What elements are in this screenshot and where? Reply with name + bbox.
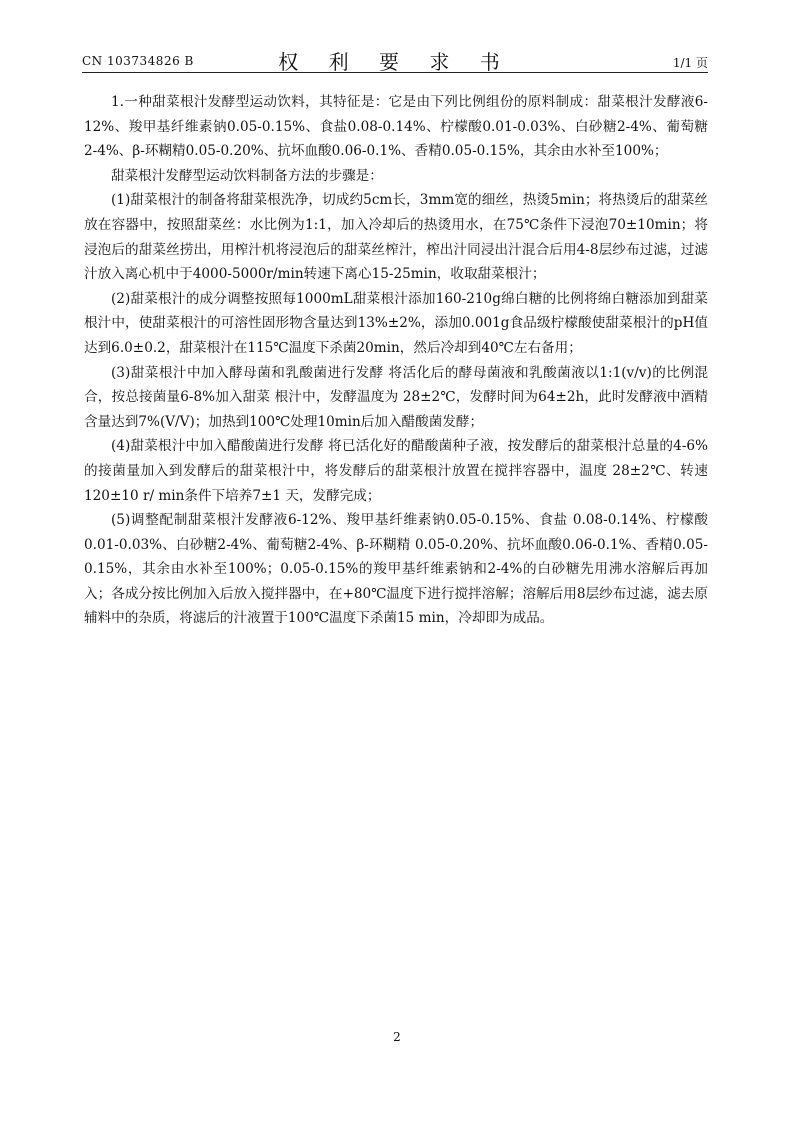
document-title: 权 利 要 求 书 <box>278 50 512 74</box>
header-divider <box>82 72 708 73</box>
claim-paragraph: 甜菜根汁发酵型运动饮料制备方法的步骤是： <box>111 167 383 184</box>
claim-paragraph: 1.一种甜菜根汁发酵型运动饮料，其特征是：它是由下列比例组份的原料制成：甜菜根汁发酵液6-12%、羧甲基纤维素钠0.05-0.15%、食盐0.08-0.14%、柠檬酸0.01-0.03%、白砂糖2-4%、葡萄糖2-4%、β-环糊精0.05-0.20%、抗坏血酸0.06-0.1%、香精0.05-0.15%，其余由水补至100%； <box>84 94 708 160</box>
page-count: 1/1 页 <box>672 56 708 70</box>
claim-paragraph: (1)甜菜根汁的制备将甜菜根洗净，切成约5cm长，3mm宽的细丝，热烫5min；将热烫后的甜菜丝放在容器中，按照甜菜丝：水比例为1:1，加入冷却后的热烫用水，在75℃条件下浸泡70±10min；将浸泡后的甜菜丝捞出，用榨汁机将浸泡后的甜菜丝榨汁，榨出汁同浸出汁混合后用4-8层纱布过滤，过滤汁放入离心机中于4000-5000r/min转速下离心15-25min，收取甜菜根汁； <box>84 192 708 283</box>
claims-body <box>84 90 708 631</box>
claim-paragraph: (4)甜菜根汁中加入醋酸菌进行发酵 将已活化好的醋酸菌种子液，按发酵后的甜菜根汁总量的4-6%的接菌量加入到发酵后的甜菜根汁中，将发酵后的甜菜根汁放置在搅拌容器中，温度 28±2℃、转速120±10 r/ min条件下培养7±1 天，发酵完成； <box>84 438 708 504</box>
patent-number: CN 103734826 B <box>82 54 194 68</box>
page-header <box>82 44 708 72</box>
claim-paragraph: (3)甜菜根汁中加入酵母菌和乳酸菌进行发酵 将活化后的酵母菌液和乳酸菌液以1:1(v/v)的比例混合，按总接菌量6-8%加入甜菜 根汁中，发酵温度为 28±2℃，发酵时间为64±2h，此时发酵液中酒精含量达到7%(V/V)；加热到100℃处理10min后加入醋酸菌发酵； <box>84 364 708 430</box>
claim-paragraph: (2)甜菜根汁的成分调整按照每1000mL甜菜根汁添加160-210g绵白糖的比例将绵白糖添加到甜菜根汁中，使甜菜根汁的可溶性固形物含量达到13%±2%，添加0.001g食品级柠檬酸使甜菜根汁的pH值达到6.0±0.2，甜菜根汁在115℃温度下杀菌20min，然后冷却到40℃左右备用； <box>84 290 708 356</box>
page-number: 2 <box>393 1030 401 1044</box>
claim-paragraph: (5)调整配制甜菜根汁发酵液6-12%、羧甲基纤维素钠0.05-0.15%、食盐 0.08-0.14%、柠檬酸0.01-0.03%、白砂糖2-4%、葡萄糖2-4%、β-环糊精 0.05-0.20%、抗坏血酸0.06-0.1%、香精0.05-0.15%，其余由水补至100%；0.05-0.15%的羧甲基纤维素钠和2-4%的白砂糖先用沸水溶解后再加入；各成分按比例加入后放入搅拌器中，在+80℃温度下进行搅拌溶解；溶解后用8层纱布过滤，滤去原辅料中的杂质，将滤后的汁液置于100℃温度下杀菌15 min，冷却即为成品。 <box>84 512 708 627</box>
